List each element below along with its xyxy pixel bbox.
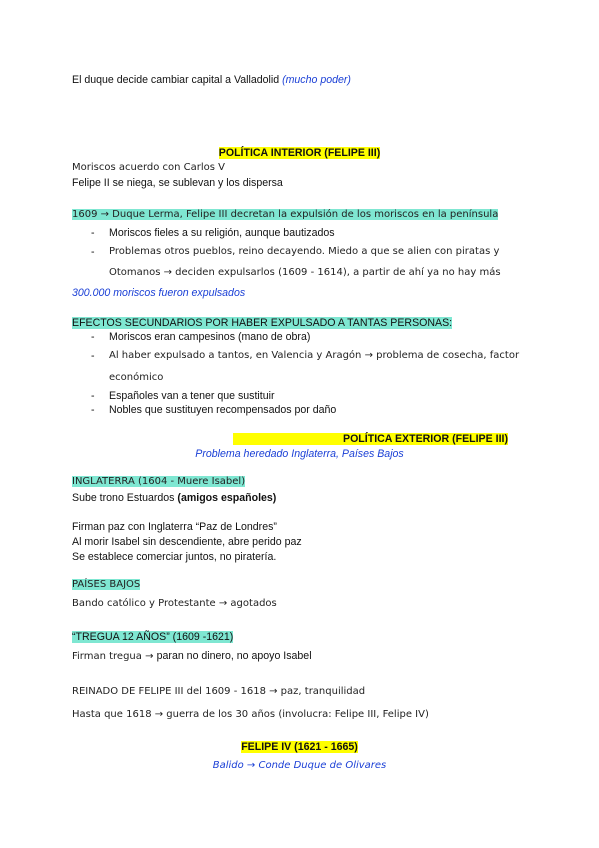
bullet-nobles: Nobles que sustituyen recompensados por daño	[109, 404, 337, 416]
tregua-line	[72, 649, 312, 664]
estuardos-bold: (amigos españoles)	[177, 492, 277, 504]
bullet-moriscos-fieles: Moriscos fieles a su religión, aunque bautizados	[109, 227, 335, 239]
inglaterra-heading: INGLATERRA (1604 - Muere Isabel)	[72, 476, 246, 487]
felipe-ii-line: Felipe II se niega, se sublevan y los dispersa	[72, 177, 283, 189]
bullet-dash: -	[91, 350, 95, 362]
felipe-iv-heading: FELIPE IV (1621 - 1665)	[241, 741, 358, 753]
intro-note: (mucho poder)	[282, 74, 351, 86]
intro-text: El duque decide cambiar capital a Valladolid	[72, 74, 280, 86]
bullet-dash: -	[91, 331, 95, 343]
bando-line: Bando católico y Protestante → agotados	[72, 598, 277, 609]
efectos-heading-wrap	[72, 316, 452, 330]
bullet-dash: -	[91, 227, 95, 239]
bullet-campesinos: Moriscos eran campesinos (mano de obra)	[109, 331, 311, 343]
moriscos-expulsados-note: 300.000 moriscos fueron expulsados	[72, 287, 246, 299]
bullet-economico: económico	[109, 372, 164, 383]
efectos-heading: EFECTOS SECUNDARIOS POR HABER EXPULSADO A TANTAS PERSONAS:	[72, 317, 453, 329]
politica-exterior-heading: POLÍTICA EXTERIOR (FELIPE III)	[233, 433, 508, 445]
tregua-heading-wrap	[72, 630, 233, 644]
bullet-dash: -	[91, 390, 95, 402]
expulsion-line: 1609 → Duque Lerma, Felipe III decretan la expulsión de los moriscos en la península	[72, 209, 499, 220]
intro-line	[72, 73, 351, 87]
paises-bajos-heading: PAÍSES BAJOS	[72, 579, 141, 590]
tregua-text-2: paran no dinero, no apoyo Isabel	[156, 650, 312, 662]
bullet-valencia-aragon: Al haber expulsado a tantos, en Valencia y Aragón → problema de cosecha, factor	[109, 350, 520, 361]
felipe-iv-heading-wrap	[0, 740, 599, 754]
inglaterra-heading-wrap	[72, 475, 245, 489]
bullet-otomanos: Otomanos → deciden expulsarlos (1609 - 1614), a partir de ahí ya no hay más	[109, 267, 501, 278]
bullet-dash: -	[91, 246, 95, 258]
politica-interior-heading-wrap	[0, 146, 599, 160]
politica-interior-heading: POLÍTICA INTERIOR (FELIPE III)	[218, 147, 381, 159]
bullet-dash: -	[91, 404, 95, 416]
politica-exterior-heading-wrap	[108, 432, 508, 446]
estuardos-text: Sube trono Estuardos	[72, 492, 178, 504]
comerciar-line: Se establece comerciar juntos, no piratería.	[72, 551, 277, 563]
bullet-problemas: Problemas otros pueblos, reino decayendo. Miedo a que se alien con piratas y	[109, 246, 500, 257]
reinado-line-2: Hasta que 1618 → guerra de los 30 años (involucra: Felipe III, Felipe IV)	[72, 709, 429, 720]
paises-bajos-heading-wrap	[72, 578, 140, 592]
bullet-espanoles: Españoles van a tener que sustituir	[109, 390, 275, 402]
paz-londres-line: Firman paz con Inglaterra “Paz de Londres”	[72, 521, 277, 533]
reinado-line-1: REINADO DE FELIPE III del 1609 - 1618 → paz, tranquilidad	[72, 686, 366, 697]
morir-isabel-line: Al morir Isabel sin descendiente, abre perido paz	[72, 536, 302, 548]
felipe-iv-sub: Balido → Conde Duque de Olivares	[212, 760, 387, 771]
politica-exterior-sub: Problema heredado Inglaterra, Países Bajos	[195, 448, 404, 460]
moriscos-carlos-line: Moriscos acuerdo con Carlos V	[72, 162, 226, 173]
tregua-heading: “TREGUA 12 AÑOS” (1609 -1621)	[72, 631, 234, 643]
expulsion-line-wrap	[72, 208, 498, 222]
estuardos-line	[72, 491, 276, 505]
tregua-text: Firman tregua →	[72, 651, 157, 662]
